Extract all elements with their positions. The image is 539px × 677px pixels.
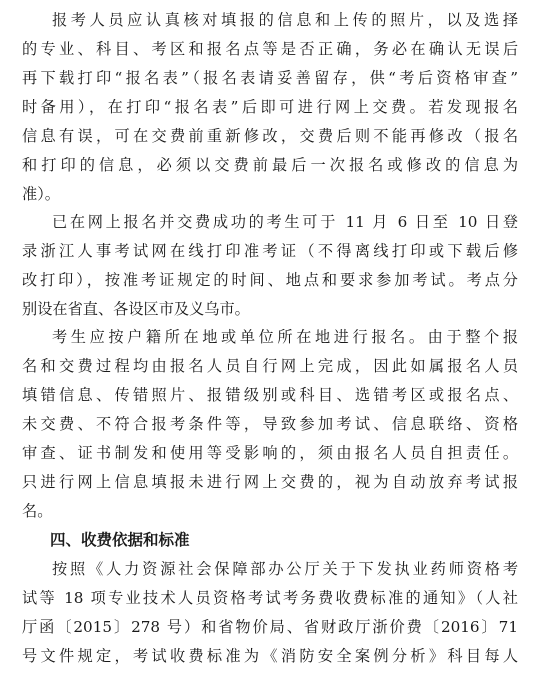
text-line: 改打印），按准考证规定的时间、地点和要求参加考试。考点分 [22, 271, 518, 289]
text-line: 按照《人力资源社会保障部办公厅关于下发执业药师资格考 [52, 560, 518, 578]
text-line: 审查、证书制发和使用等受影响的，须由报名人员自担责任。 [22, 444, 518, 462]
text-line: 填错信息、传错照片、报错级别或科目、选错考区或报名点、 [22, 386, 518, 404]
text-line: 名。 [22, 502, 53, 520]
text-line: 信息有误，可在交费前重新修改，交费后则不能再修改（报名 [22, 127, 518, 145]
text-line: 的专业、科目、考区和报名点等是否正确，务必在确认无误后 [22, 40, 518, 58]
text-line: 只进行网上信息填报未进行网上交费的，视为自动放弃考试报 [22, 473, 518, 491]
text-line: 别设在省直、各设区市及义乌市。 [22, 300, 250, 318]
text-line: 号文件规定，考试收费标准为《消防安全案例分析》科目每人 [22, 647, 518, 665]
text-line: 已在网上报名并交费成功的考生可于 11 月 6 日至 10 日登 [52, 213, 518, 231]
paragraph-registration-location [22, 323, 518, 526]
text-line: 和打印的信息，必须以交费前最后一次报名或修改的信息为 [22, 156, 518, 174]
text-line: 再下载打印“报名表”（报名表请妥善留存，供“考后资格审查” [22, 69, 518, 87]
paragraph-review-info [22, 6, 518, 209]
text-line: 录浙江人事考试网在线打印准考证（不得离线打印或下载后修 [22, 242, 518, 260]
paragraph-fee-basis [22, 555, 518, 671]
text-line: 试等 18 项专业技术人员资格考试考务费收费标准的通知》（人社 [22, 589, 518, 607]
text-line: 未交费、不符合报考条件等，导致参加考试、信息联络、资格 [22, 415, 518, 433]
text-line: 厅函〔2015〕278 号）和省物价局、省财政厅浙价费〔2016〕71 [22, 618, 518, 636]
text-line: 报考人员应认真核对填报的信息和上传的照片，以及选择 [52, 11, 518, 29]
paragraph-admission-ticket [22, 208, 518, 324]
text-line: 考生应按户籍所在地或单位所在地进行报名。由于整个报 [52, 328, 518, 346]
text-line: 准）。 [22, 185, 60, 203]
text-line: 名和交费过程均由报名人员自行网上完成，因此如属报名人员 [22, 357, 518, 375]
text-line: 时备用），在打印“报名表”后即可进行网上交费。若发现报名 [22, 98, 518, 116]
section-heading: 四、收费依据和标准 [50, 531, 190, 549]
